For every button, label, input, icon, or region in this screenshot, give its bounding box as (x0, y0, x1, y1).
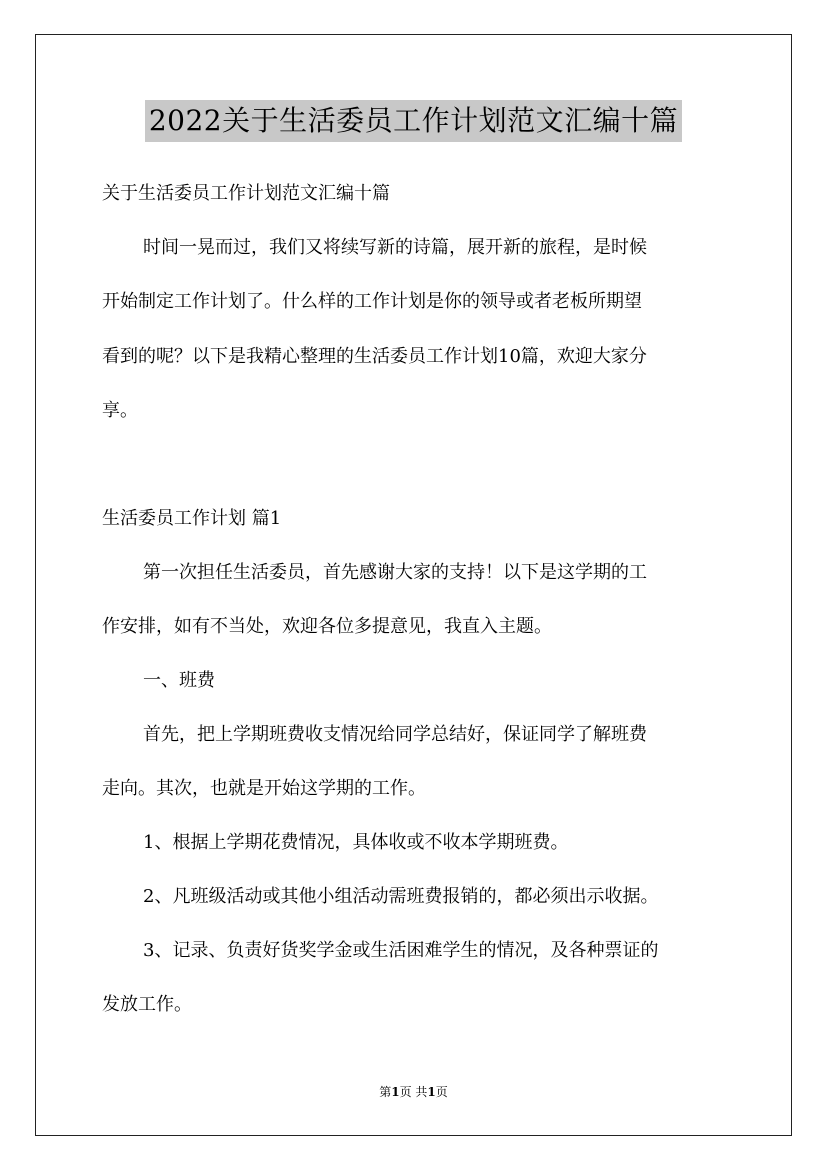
intro-line-2: 开始制定工作计划了。什么样的工作计划是你的领导或者老板所期望 (102, 291, 642, 312)
paragraph-2-line-1: 首先，把上学期班费收支情况给同学总结好，保证同学了解班费 (143, 724, 647, 745)
footer-page-total: 1 (427, 1085, 436, 1099)
footer-page-suffix: 页 (435, 1085, 448, 1099)
document-subtitle: 关于生活委员工作计划范文汇编十篇 (102, 183, 390, 204)
page-footer (0, 1084, 827, 1100)
document-title: 2022关于生活委员工作计划范文汇编十篇 (145, 100, 682, 142)
footer-page-mid: 页 共 (399, 1085, 428, 1099)
list-item-3-line-1: 3、记录、负责好货奖学金或生活困难学生的情况，及各种票证的 (143, 940, 659, 961)
intro-line-1: 时间一晃而过，我们又将续写新的诗篇，展开新的旅程，是时候 (143, 237, 647, 258)
list-item-1: 1、根据上学期花费情况，具体收或不收本学期班费。 (143, 832, 569, 853)
list-item-2: 2、凡班级活动或其他小组活动需班费报销的，都必须出示收据。 (143, 886, 659, 907)
footer-page-current: 1 (391, 1085, 400, 1099)
paragraph-2-line-2: 走向。其次，也就是开始这学期的工作。 (102, 778, 426, 799)
intro-line-3: 看到的呢？以下是我精心整理的生活委员工作计划10篇，欢迎大家分 (102, 346, 647, 367)
sub-heading-class-fee: 一、班费 (143, 670, 215, 691)
title-container (0, 100, 827, 142)
paragraph-1-line-2: 作安排，如有不当处，欢迎各位多提意见，我直入主题。 (102, 616, 552, 637)
footer-page-prefix: 第 (379, 1085, 392, 1099)
paragraph-1-line-1: 第一次担任生活委员，首先感谢大家的支持！以下是这学期的工 (143, 562, 647, 583)
section-heading: 生活委员工作计划 篇1 (102, 508, 282, 529)
intro-line-4: 享。 (102, 400, 138, 421)
list-item-3-line-2: 发放工作。 (102, 994, 192, 1015)
